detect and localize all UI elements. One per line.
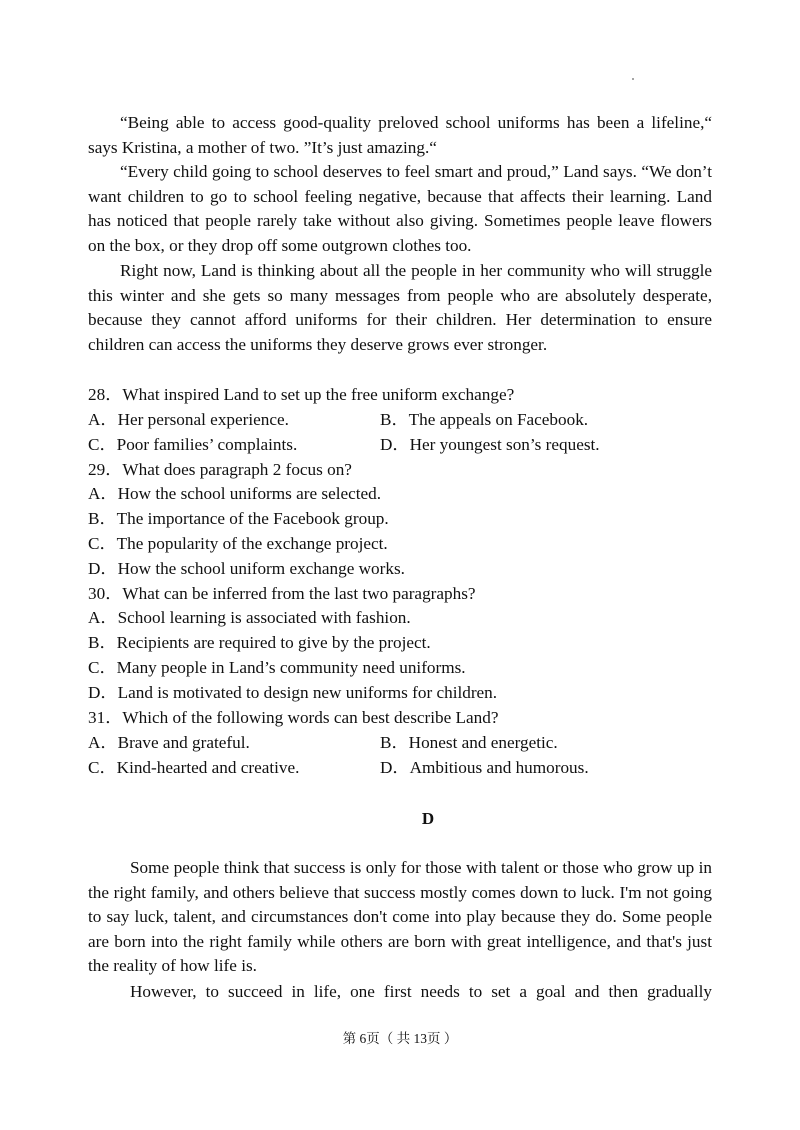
question-30-stem: 30．What can be inferred from the last two paragraphs? (88, 584, 476, 603)
question-30-option-b: B．Recipients are required to give by the project. (88, 633, 431, 652)
question-29-option-c: C．The popularity of the exchange project. (88, 534, 388, 553)
paragraph-every-child: “Every child going to school deserves to feel smart and proud,” Land says. “We don’t want children to go to school feeling negative, because that affects their learning. Land has noticed that people rarely take without also giving. Sometimes people leave flowers on the box, or they drop off some outgrown clothes too. (88, 162, 712, 255)
page-number-footer: 第 6页（ 共 13页 ） (342, 1031, 458, 1046)
question-29-option-d: D．How the school uniform exchange works. (88, 559, 405, 578)
question-30-option-d: D．Land is motivated to design new uniforms for children. (88, 683, 498, 702)
section-d-paragraph-2: However, to succeed in life, one first needs to set a goal and then gradually (130, 982, 712, 1001)
question-28-option-c: C．Poor families’ complaints. (88, 435, 298, 454)
question-30-option-c: C．Many people in Land’s community need uniforms. (88, 658, 466, 677)
question-31-option-d: D．Ambitious and humorous. (380, 758, 589, 777)
question-30-option-a: A．School learning is associated with fashion. (88, 608, 411, 627)
question-28-stem: 28．What inspired Land to set up the free uniform exchange? (88, 385, 515, 404)
question-31-option-b: B．Honest and energetic. (380, 733, 558, 752)
scan-speck (632, 78, 634, 80)
question-28-option-a: A．Her personal experience. (88, 410, 289, 429)
question-29-option-b: B．The importance of the Facebook group. (88, 509, 389, 528)
question-31-option-c: C．Kind-hearted and creative. (88, 758, 300, 777)
question-29-option-a: A．How the school uniforms are selected. (88, 484, 382, 503)
question-31-stem: 31．Which of the following words can best describe Land? (88, 708, 499, 727)
paragraph-right-now: Right now, Land is thinking about all the people in her community who will struggle this winter and she gets so many messages from people who are absolutely desperate, because they cannot afford uniforms for their children. Her determination to ensure children can access the uniforms they deserve grows ever stronger. (88, 261, 712, 354)
section-d-heading: D (421, 809, 435, 828)
question-31-option-a: A．Brave and grateful. (88, 733, 250, 752)
question-28-option-d: D．Her youngest son’s request. (380, 435, 600, 454)
question-28-option-b: B．The appeals on Facebook. (380, 410, 589, 429)
question-29-stem: 29．What does paragraph 2 focus on? (88, 460, 352, 479)
section-d-paragraph-1: Some people think that success is only for those with talent or those who grow up in the right family, and others believe that success mostly comes down to luck. I'm not going to say luck, talent, and circumstances don't come into play because they do. Some people are born into the right family while others are born with great intelligence, and that's just the reality of how life is. (88, 858, 712, 976)
paragraph-quote-kristina: “Being able to access good-quality preloved school uniforms has been a lifeline,“ says Kristina, a mother of two. ”It’s just amazing.“ (88, 113, 712, 157)
